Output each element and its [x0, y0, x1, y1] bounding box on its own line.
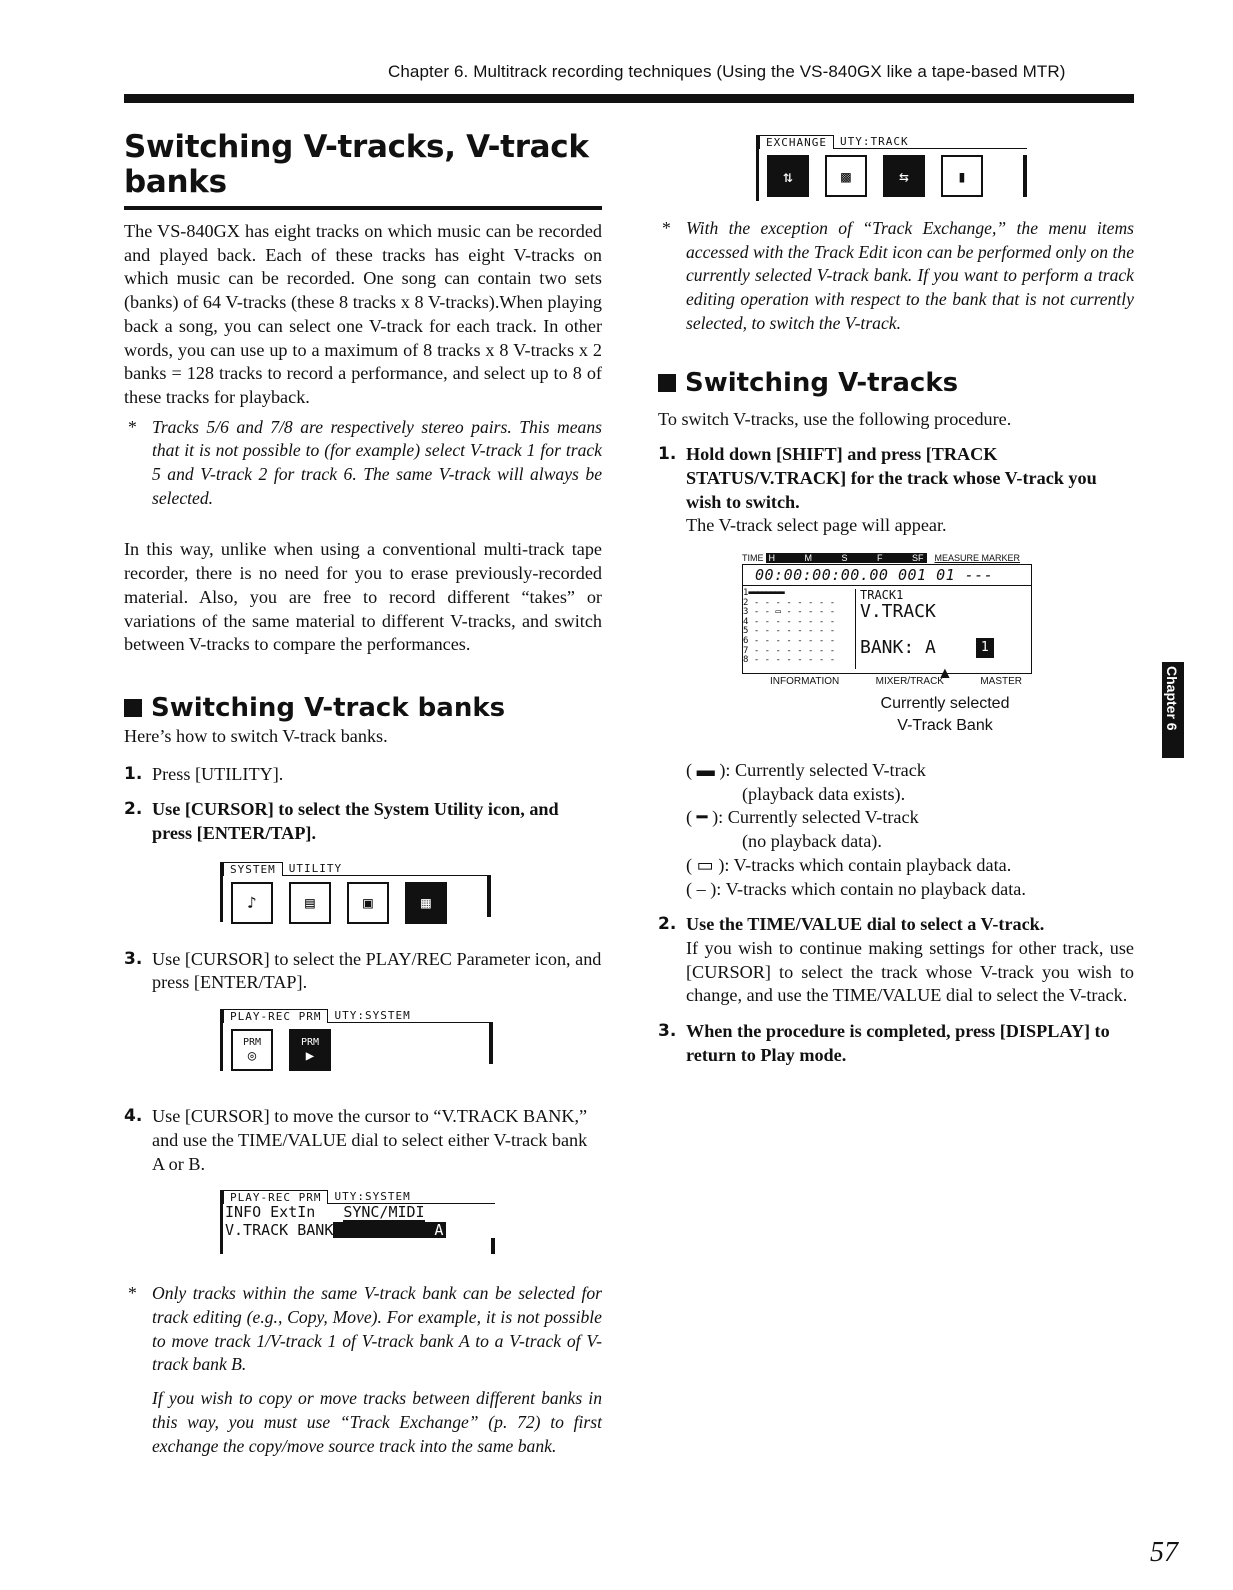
- left-column: [124, 130, 602, 1458]
- heading-switching-banks: Switching V-track banks: [124, 693, 602, 723]
- asterisk-icon: *: [662, 218, 671, 238]
- prm-disc-icon: PRM ◎: [231, 1029, 273, 1071]
- legend-item: ( – ): V-tracks which contain no playback data.: [686, 878, 1026, 899]
- legend-item: ( ▭ ): V-tracks which contain playback data.: [686, 854, 1012, 875]
- lcd-tab: PLAY-REC PRM: [223, 1190, 328, 1204]
- lcd-path: UTILITY: [283, 862, 491, 876]
- intro-paragraph: The VS-840GX has eight tracks on which music can be recorded and played back. Each of these tracks has eight V-tracks on which music can be recorded. One song can contain two sets (banks) of 64 V-tracks (these 8 tracks x 8 V-tracks).When playing back a song, you can select one V-track for each track. In other words, you can use up to a maximum of 8 tracks x 8 V-tracks x 2 banks = 128 tracks to record a performance, and select up to 8 of these tracks for playback.: [124, 221, 602, 407]
- chapter-side-tab: Chapter 6: [1162, 662, 1184, 758]
- prm-play-icon: PRM ▶: [289, 1029, 331, 1071]
- lcd-row-2: V.TRACK BANK A: [223, 1222, 495, 1238]
- lcd-icon-row: [223, 876, 491, 930]
- disk-icon: ▦: [405, 882, 447, 924]
- vtrack-select-screen: [742, 552, 1032, 687]
- lcd-path: UTY:SYSTEM: [328, 1190, 495, 1204]
- bank-indicator: 1: [976, 638, 994, 658]
- title-rule: [124, 206, 602, 210]
- move-icon: ⇆: [883, 155, 925, 197]
- page-number: 57: [1150, 1537, 1178, 1568]
- banks-step-3: 3. Use [CURSOR] to select the PLAY/REC Parameter icon, and press [ENTER/TAP].: [124, 948, 602, 993]
- right-column: [658, 130, 1134, 1067]
- vtracks-step-2: 2. Use the TIME/VALUE dial to select a V-track. If you wish to continue making settings for other track, use [CURSOR] to select the track whose V-track you wish to change, and use the TIME/VALUE dial to select the V-track.: [658, 914, 1134, 1006]
- lcd-vtrack-bank: [220, 1190, 495, 1254]
- bank-value-highlight: A: [333, 1222, 446, 1238]
- note-stereo-pairs: [124, 416, 602, 511]
- note-track-edit: * With the exception of “Track Exchange,” the menu items accessed with the Track Edit icon can be performed only on the currently selected V-track bank. If you want to perform a track editing operation with respect to the bank that is not currently selected, to switch the V-track.: [662, 218, 1134, 333]
- lcd-tab: EXCHANGE: [759, 135, 834, 149]
- screen-bottom-labels: INFORMATION MIXER/TRACK MASTER: [770, 676, 1022, 688]
- lcd-tab: SYSTEM: [223, 862, 283, 876]
- banks-intro: Here’s how to switch V-track banks.: [124, 725, 388, 746]
- symbol-legend: [686, 759, 1134, 901]
- legend-item: ( ▬ ): Currently selected V-track (playback data exists).: [686, 760, 926, 804]
- insert-icon: ▮: [941, 155, 983, 197]
- lcd-icon-row: [223, 1023, 493, 1077]
- exchange-icon: ⇅: [767, 155, 809, 197]
- vtracks-step-1: 1. Hold down [SHIFT] and press [TRACK STATUS/V.TRACK] for the track whose V-track you wish to switch. The V-track select page will appear.: [658, 444, 1097, 536]
- banks-step-4: 4. Use [CURSOR] to move the cursor to “V.TRACK BANK,” and use the TIME/VALUE dial to select either V-track bank A or B.: [124, 1106, 588, 1174]
- vtrack-grid: 1▬▬▬▬▬▬▬▬ 2 - - - - - - - - 3 - - ▭ - - - - - 4 - - - - - - - - 5 - - - - - - - - 6 - - - - - - - - 7 - - - - - - - - 8 - - - - - - - -: [743, 588, 836, 666]
- note-text: Tracks 5/6 and 7/8 are respectively stereo pairs. This means that it is not possible to (for example) select V-track 1 for track 5 and V-track 2 for track 6. The same V-track will always be selected.: [152, 416, 602, 508]
- system-utility-icon: ♪: [231, 882, 273, 924]
- screen-caption: Currently selected V-Track Bank: [880, 695, 1010, 735]
- note-track-exchange: If you wish to copy or move tracks between different banks in this way, you must use “Track Exchange” (p. 72) to first exchange the copy/move source track into the same bank.: [152, 1388, 602, 1456]
- square-bullet-icon: [124, 699, 142, 717]
- asterisk-icon: *: [128, 1283, 137, 1304]
- card-icon: ▤: [289, 882, 331, 924]
- clock-icon: ▣: [347, 882, 389, 924]
- heading-switching-vtracks: Switching V-tracks: [658, 368, 1134, 398]
- running-head: Chapter 6. Multitrack recording techniques (Using the VS-840GX like a tape-based MTR): [388, 62, 1066, 81]
- time-bar: TIME H M S F SF MEASURE MARKER: [742, 553, 1021, 564]
- banks-step-2: 2. Use [CURSOR] to select the System Utility icon, and press [ENTER/TAP].: [124, 799, 559, 844]
- vtracks-intro: To switch V-tracks, use the following procedure.: [658, 408, 1012, 429]
- main-title: Switching V-tracks, V-track banks: [124, 129, 589, 200]
- lcd-track-exchange: [756, 135, 1027, 201]
- time-readout: 00:00:00:00.00 001 01 ---: [743, 565, 1031, 586]
- header-rule: [124, 94, 1134, 103]
- paragraph-erase: In this way, unlike when using a conventional multi-track tape recorder, there is no need for you to erase previously-recorded material. Also, you are free to record different “takes” or variations of the same material to different V-tracks, and switch between V-tracks to compare the performances.: [124, 539, 602, 655]
- lcd-playrec-parameter: [220, 1009, 493, 1071]
- legend-item: ( ━ ): Currently selected V-track (no playback data).: [686, 807, 919, 852]
- note-same-bank: * Only tracks within the same V-track bank can be selected for track editing (e.g., Copy, Move). For example, it is not possible to move track 1/V-track 1 of V-track bank A to a V-track of V-track bank B.: [128, 1283, 602, 1375]
- square-bullet-icon: [658, 374, 676, 392]
- lcd-row-1: INFO ExtIn SYNC/MIDI: [225, 1203, 425, 1222]
- vtracks-step-3: 3. When the procedure is completed, press [DISPLAY] to return to Play mode.: [658, 1021, 1110, 1065]
- pointer-arrow-icon: ▲: [937, 665, 953, 683]
- lcd-tab: PLAY-REC PRM: [223, 1009, 328, 1023]
- lcd-path: UTY:SYSTEM: [328, 1009, 493, 1023]
- asterisk-icon: *: [128, 416, 137, 437]
- track-panel: TRACK1 V.TRACK BANK: A 1: [855, 589, 1016, 669]
- lcd-path: UTY:TRACK: [834, 135, 1027, 149]
- time-cells: H M S F SF: [766, 553, 927, 563]
- banks-step-1: 1. Press [UTILITY].: [124, 763, 284, 784]
- lcd-icon-row: [759, 149, 1027, 203]
- copy-icon: ▩: [825, 155, 867, 197]
- lcd-system-utility: [220, 862, 491, 922]
